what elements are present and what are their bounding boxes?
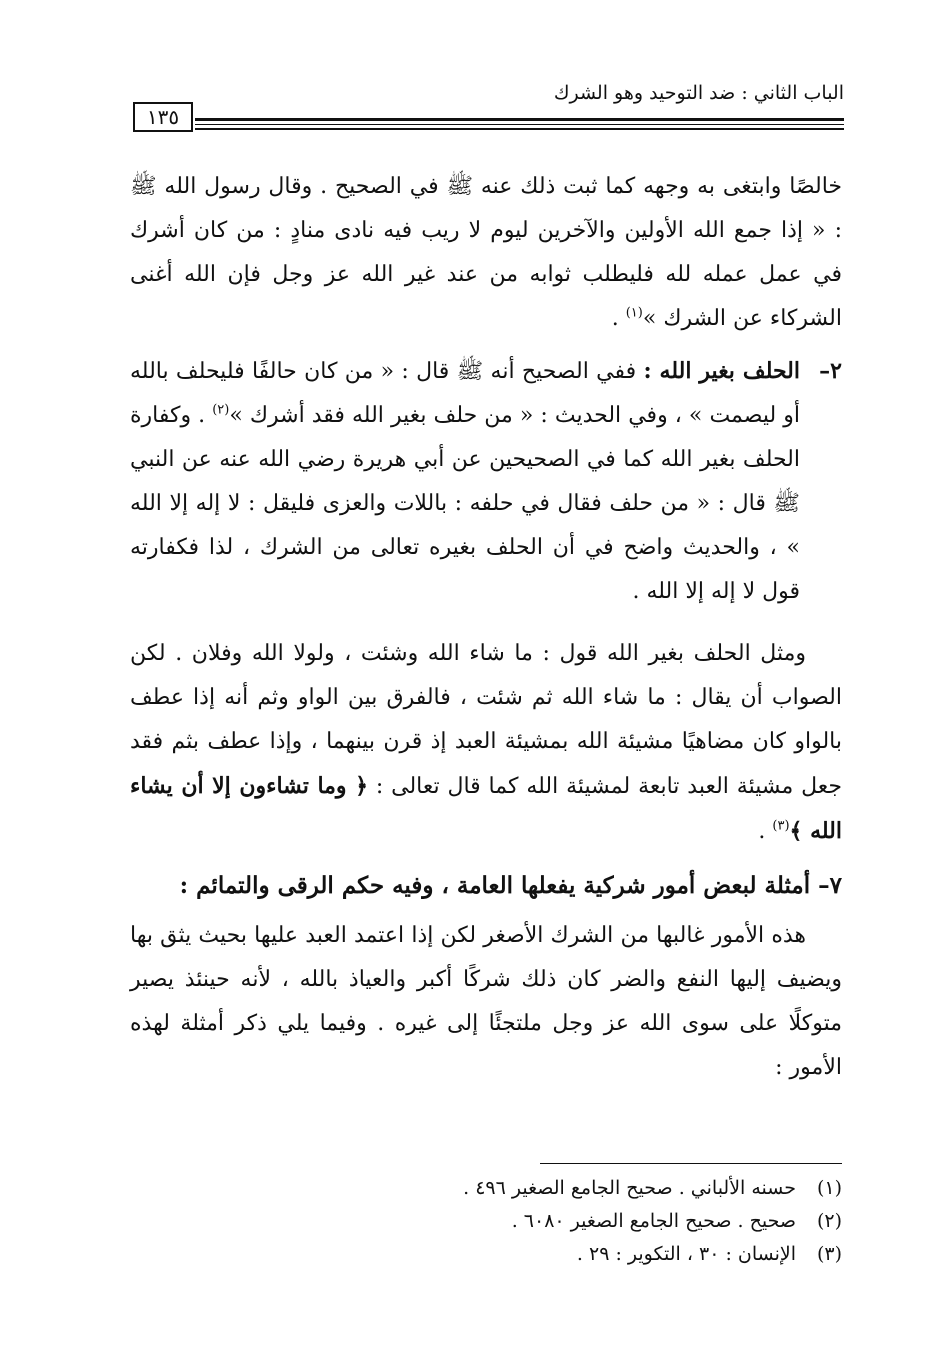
paragraph-1-end: . [611, 306, 626, 331]
footnote-number: (٢) [816, 1210, 842, 1232]
header-rule [195, 128, 844, 130]
header-rule [195, 124, 844, 125]
footnotes [300, 1172, 842, 1271]
paragraph-3: هذه الأمور غالبها من الشرك الأصغر لكن إذا اعتمد العبد عليها بحيث يثق بها ويضيف إليها النفع والضر كان ذلك شركًا أكبر والعياذ بالله ، لأنه حينئذ يصير متوكلًا على سوى الله عز وجل ملتجئًا إلى غيره . وفيما يلي ذكر أمثلة لهذه الأمور : [130, 923, 842, 1080]
footnote-ref-1: (١) [625, 305, 643, 321]
footnote-ref-2: (٢) [212, 402, 230, 418]
paragraph-1-text: خالصًا وابتغى به وجهه كما ثبت ذلك عنه ﷺ في الصحيح . وقال رسول الله ﷺ : « إذا جمع الله الأولين والآخرين ليوم لا ريب فيه نادى منادٍ : من كان أشرك في عمل عمله لله فليطلب ثوابه من عند غير الله عز وجل فإن الله أغنى الشركاء عن الشرك » [130, 174, 842, 331]
footnote-separator [540, 1163, 842, 1164]
item-text-b: . وكفارة الحلف بغير الله كما في الصحيحين عن أبي هريرة رضي الله عنه عن النبي ﷺ قال : « من حلف فقال في حلفه : باللات والعزى فليقل : لا إله إلا الله » ، والحديث واضح في أن الحلف بغيره تعالى من الشرك ، لذا فكفارته قول لا إله إلا الله . [130, 403, 800, 604]
header-rule [195, 118, 844, 121]
footnote [300, 1205, 842, 1238]
paragraph-2 [130, 632, 842, 854]
footnote-text: حسنه الألباني . صحيح الجامع الصغير ٤٩٦ . [463, 1177, 796, 1199]
paragraph-2-end: . [758, 819, 773, 844]
quran-verse: ﴿ وما تشاءون إلا أن يشاء الله ﴾ [130, 773, 842, 844]
body-text [130, 165, 842, 1090]
item-title: الحلف بغير الله : [643, 358, 800, 384]
page-number: ١٣٥ [133, 102, 193, 132]
numbered-item-2 [130, 349, 842, 614]
paragraph-1 [130, 165, 842, 341]
footnote [300, 1172, 842, 1205]
footnote-ref-3: (٣) [772, 818, 790, 834]
item-text-a: ففي الصحيح أنه ﷺ قال : « من كان حالفًا فليحلف بالله أو ليصمت » ، وفي الحديث : « من حلف بغير الله فقد أشرك » [130, 359, 800, 428]
section-heading: ٧– أمثلة لبعض أمور شركية يفعلها العامة ، وفيه حكم الرقى والتمائم : [179, 872, 842, 899]
item-number: ٢– [819, 358, 842, 384]
running-title: الباب الثاني : ضد التوحيد وهو الشرك [553, 82, 844, 104]
footnote-number: (١) [816, 1177, 842, 1199]
footnote-number: (٣) [816, 1243, 842, 1265]
footnote-text: صحيح . صحيح الجامع الصغير ٦٠٨٠ . [511, 1210, 796, 1232]
footnote-text: الإنسان : ٣٠ ، التكوير : ٢٩ . [576, 1243, 796, 1265]
footnote [300, 1238, 842, 1271]
paragraph-2-text: ومثل الحلف بغير الله قول : ما شاء الله وشئت ، ولولا الله وفلان . لكن الصواب أن يقال : ما شاء الله ثم شئت ، فالفرق بين الواو وثم أنه إذا عطف بالواو كان مضاهيًا مشيئة الله بمشيئة العبد إذ قرن بينهما ، وإذا عطف بثم فقد جعل مشيئة العبد تابعة لمشيئة الله كما قال تعالى : [130, 641, 842, 799]
